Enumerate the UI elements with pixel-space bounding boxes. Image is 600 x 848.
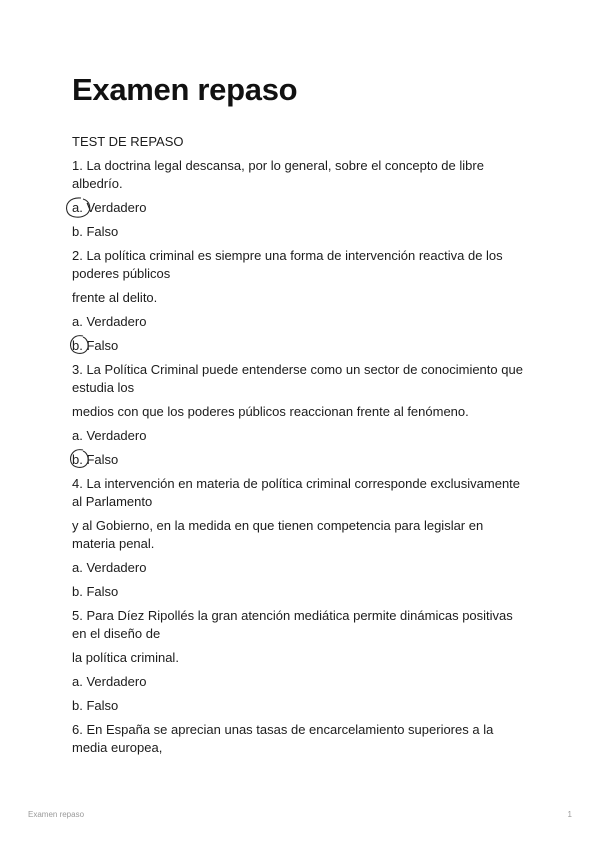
- question-2-continued: frente al delito.: [72, 290, 158, 305]
- page-number: 1: [567, 810, 572, 819]
- document-body: [72, 133, 528, 763]
- question-4: 4. La intervención en materia de política criminal corresponde exclusivamente al Parlamento: [72, 476, 521, 509]
- question-3-option-a: a. Verdadero: [72, 428, 147, 443]
- question-1-option-b: b. Falso: [72, 224, 119, 239]
- question-2: 2. La política criminal es siempre una forma de intervención reactiva de los poderes públicos: [72, 248, 503, 281]
- question-5: 5. Para Díez Ripollés la gran atención mediática permite dinámicas positivas en el diseño de: [72, 608, 513, 641]
- question-3-continued: medios con que los poderes públicos reaccionan frente al fenómeno.: [72, 404, 469, 419]
- option-label: a. Verdadero: [72, 200, 147, 215]
- option-label: b. Falso: [72, 338, 119, 353]
- section-heading: TEST DE REPASO: [72, 134, 184, 149]
- question-3-option-b: [72, 451, 528, 469]
- footer-title: Examen repaso: [28, 810, 85, 819]
- question-1-option-a: [72, 199, 528, 217]
- question-4-continued: y al Gobierno, en la medida en que tienen competencia para legislar en materia penal.: [72, 518, 484, 551]
- question-5-option-b: b. Falso: [72, 698, 119, 713]
- page-title: Examen repaso: [72, 72, 298, 107]
- question-3: 3. La Política Criminal puede entenderse como un sector de conocimiento que estudia los: [72, 362, 523, 395]
- question-4-option-a: a. Verdadero: [72, 560, 147, 575]
- question-4-option-b: b. Falso: [72, 584, 119, 599]
- question-2-option-b: [72, 337, 528, 355]
- question-1: 1. La doctrina legal descansa, por lo general, sobre el concepto de libre albedrío.: [72, 158, 484, 191]
- option-label: b. Falso: [72, 452, 119, 467]
- question-5-option-a: a. Verdadero: [72, 674, 147, 689]
- question-5-continued: la política criminal.: [72, 650, 179, 665]
- question-6: 6. En España se aprecian unas tasas de encarcelamiento superiores a la media europea,: [72, 722, 494, 755]
- question-2-option-a: a. Verdadero: [72, 314, 147, 329]
